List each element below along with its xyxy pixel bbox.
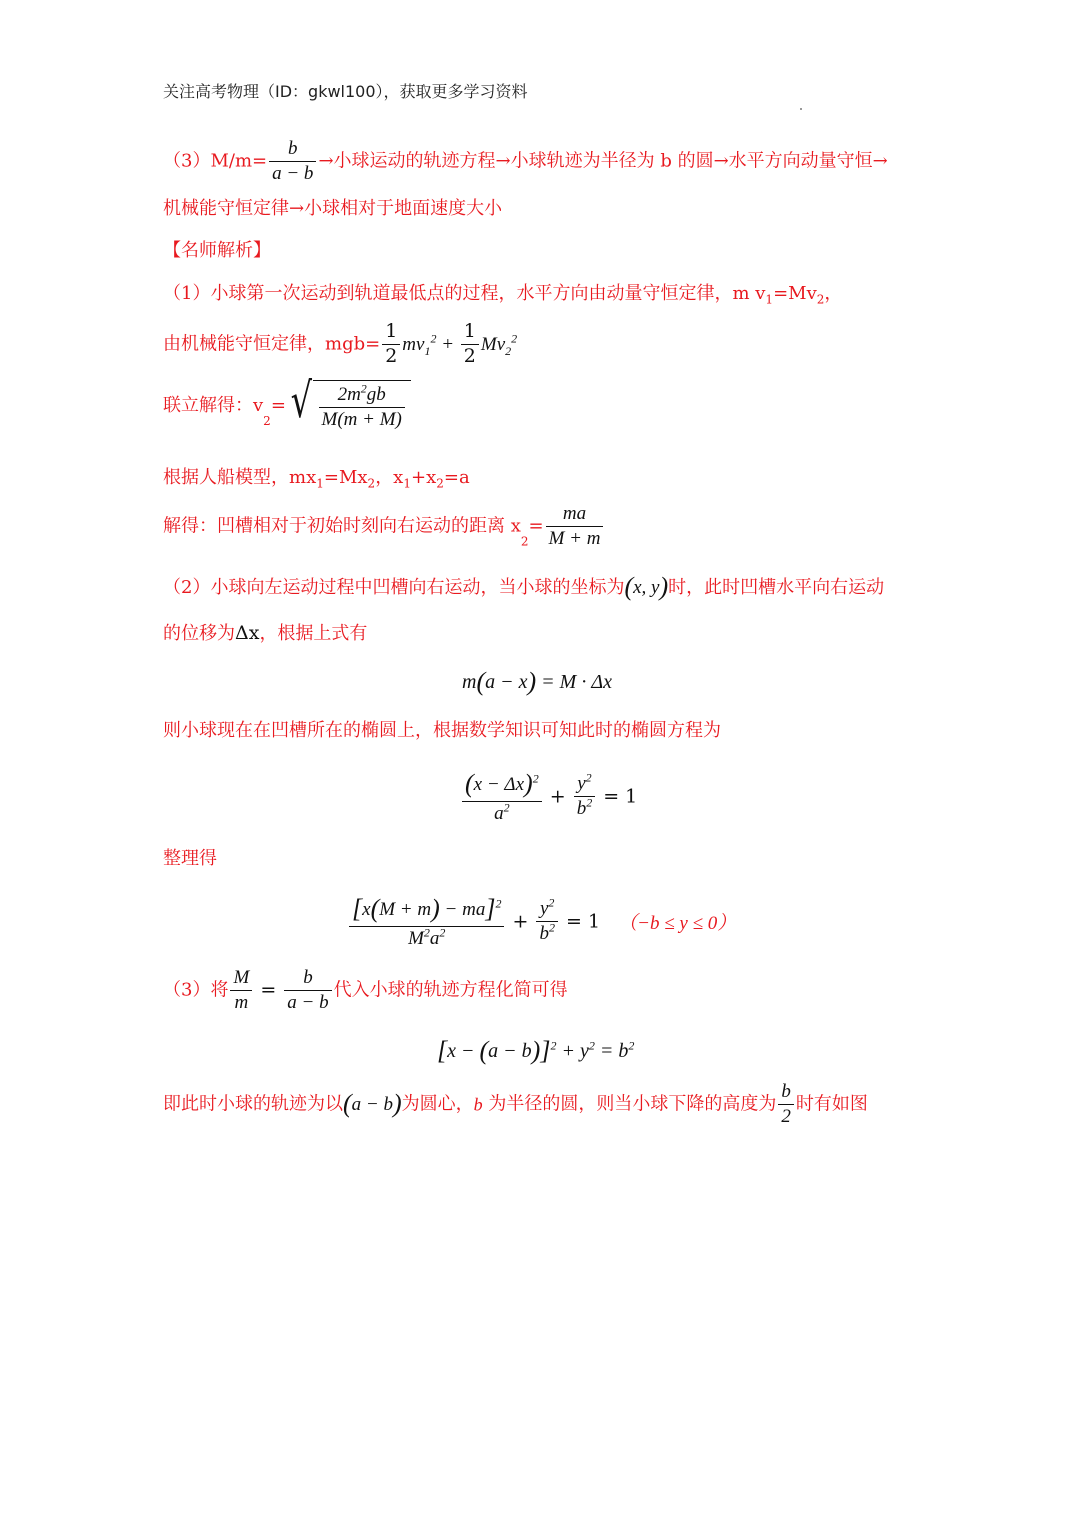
- arrange-label: 整理得: [163, 848, 217, 869]
- part3-conclusion: 即此时小球的轨迹为以(a − b)为圆心，b 为半径的圆，则当小球下降的高度为 $\frac{b}{2}$ 时有如图: [163, 1081, 868, 1127]
- analysis-heading: 【名师解析】: [163, 240, 271, 261]
- part3-line1: （3）将 $\frac{M}{m}$ = $\frac{b}{a - b}$ 代入小球的轨迹方程化简可得: [163, 967, 568, 1013]
- solve-v2: 联立解得：$v_2=$ √ $\frac{2m^2gb}{M(m + M)}$: [163, 380, 411, 432]
- part2-line2: 的位移为Δx，根据上式有: [163, 622, 368, 644]
- energy-equation: 由机械能守恒定律，mgb= $\frac{1}{2}$ $mv_1^2$ + $\frac{1}{2}$ $Mv_2^2$: [163, 320, 518, 367]
- page-header: 关注高考物理（ID：gkwl100），获取更多学习资料: [163, 82, 528, 101]
- summary-line-2: 机械能守恒定律→小球相对于地面速度大小: [163, 198, 503, 219]
- distance-line: 解得：凹槽相对于初始时刻向右运动的距离 $x_2=$ $\frac{ma}{M + m}$: [163, 502, 605, 551]
- summary-label: （3）M/m=: [163, 150, 268, 172]
- summary-chain: →小球运动的轨迹方程→小球轨迹为半径为 b 的圆→水平方向动量守恒→: [318, 150, 888, 172]
- ellipse-equation: $\frac{(x - \Delta x)^2}{a^2}$ + $\frac{y^2}{b^2}$ = 1: [460, 768, 637, 825]
- ellipse-intro: 则小球现在在凹槽所在的椭圆上，根据数学知识可知此时的椭圆方程为: [163, 720, 721, 741]
- arranged-equation: $\frac{[x(M + m) - ma]^2}{M^2a^2}$ + $\frac{y^2}{b^2}$ = 1 （−b ≤ y ≤ 0）: [347, 893, 736, 950]
- summary-fraction: $\frac{b}{a - b}$: [269, 137, 316, 186]
- range-condition: （−b ≤ y ≤ 0）: [618, 913, 737, 935]
- boat-model-line: 根据人船模型，$mx_1=Mx_2$，$x_1+x_2=a$: [163, 467, 470, 491]
- sqrt-expression: √ $\frac{2m^2gb}{M(m + M)}$: [286, 380, 411, 432]
- momentum-equation: m(a − x) = M · Δx: [462, 667, 612, 696]
- part1-line1: （1）小球第一次运动到轨道最低点的过程，水平方向由动量守恒定律，m $v_1=Mv_2$，: [163, 283, 843, 307]
- circle-equation: $[x - (a - b)]^2 + y^2 = b^2$: [437, 1036, 635, 1065]
- decorative-dot: [800, 108, 802, 110]
- part2-line1: （2）小球向左运动过程中凹槽向右运动，当小球的坐标为(x, y)时，此时凹槽水平向右运动: [163, 572, 885, 601]
- summary-line-1: [163, 137, 888, 186]
